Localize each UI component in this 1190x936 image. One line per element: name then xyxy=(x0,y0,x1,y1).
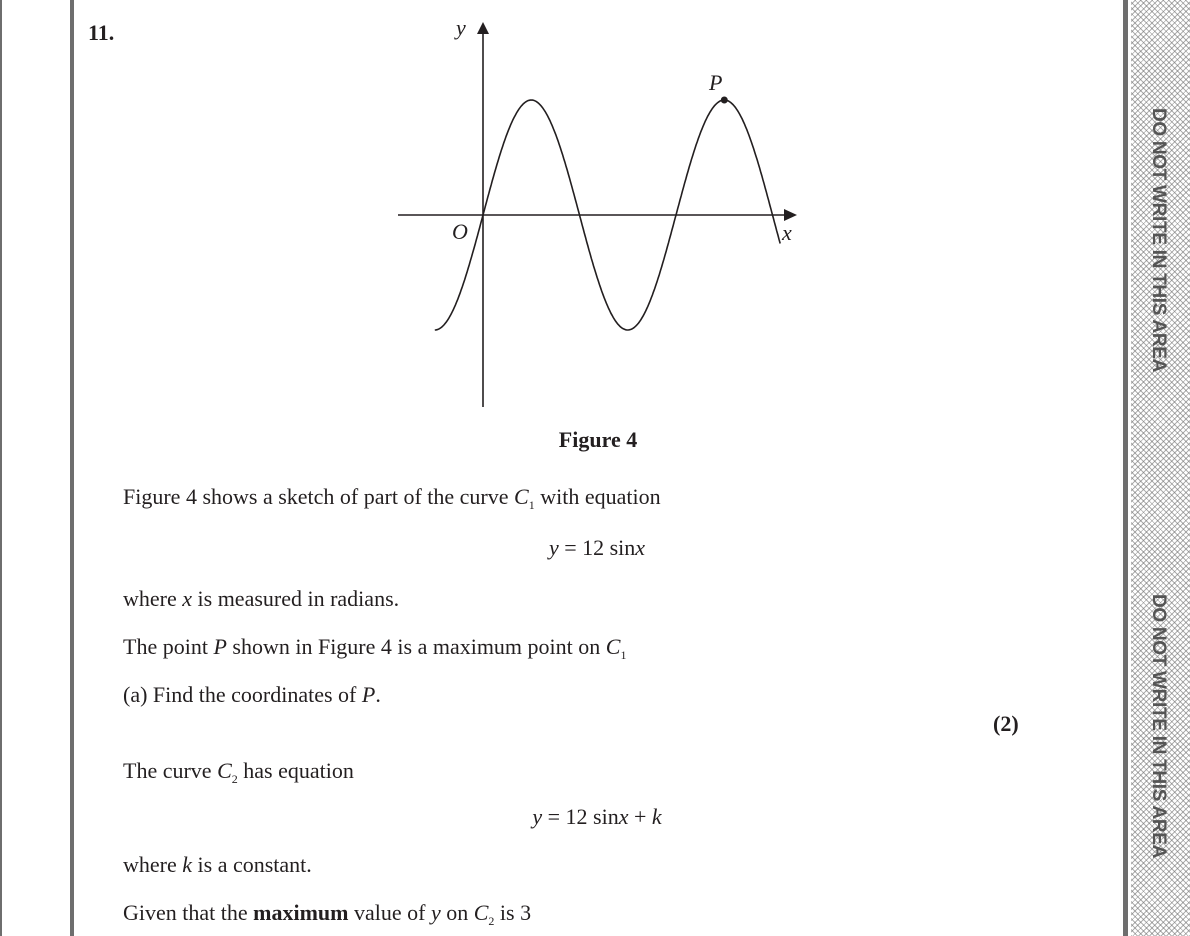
x-axis-label: x xyxy=(782,220,792,245)
maximum-point-p xyxy=(721,97,728,104)
part-a-text: (a) Find the coordinates of P. xyxy=(123,682,381,707)
origin-label: O xyxy=(452,219,468,244)
point-p-label: P xyxy=(709,70,723,95)
question-number: 11. xyxy=(88,20,115,45)
equation-c2: y = 12 sinx + k xyxy=(532,804,662,829)
where-x-text: where x is measured in radians. xyxy=(123,586,400,611)
y-axis-label: y xyxy=(456,15,466,40)
given-text: Given that the maximum value of y on $C_2$ is 3 xyxy=(123,900,532,928)
figure-4-graph xyxy=(0,0,1190,420)
curve-c2-text: The curve $C_2$ has equation xyxy=(123,758,354,786)
part-a-marks: (2) xyxy=(993,711,1019,736)
where-k-text: where k is a constant. xyxy=(123,852,312,877)
point-p-text: The point P shown in Figure 4 is a maximum point on $C_1$ xyxy=(123,634,627,662)
equation-c1: y = 12 sinx xyxy=(548,535,646,560)
figure-caption: Figure 4 xyxy=(558,427,638,452)
y-axis-arrow xyxy=(477,22,489,34)
intro-text: Figure 4 shows a sketch of part of the curve $C_1$ with equation xyxy=(123,484,661,512)
